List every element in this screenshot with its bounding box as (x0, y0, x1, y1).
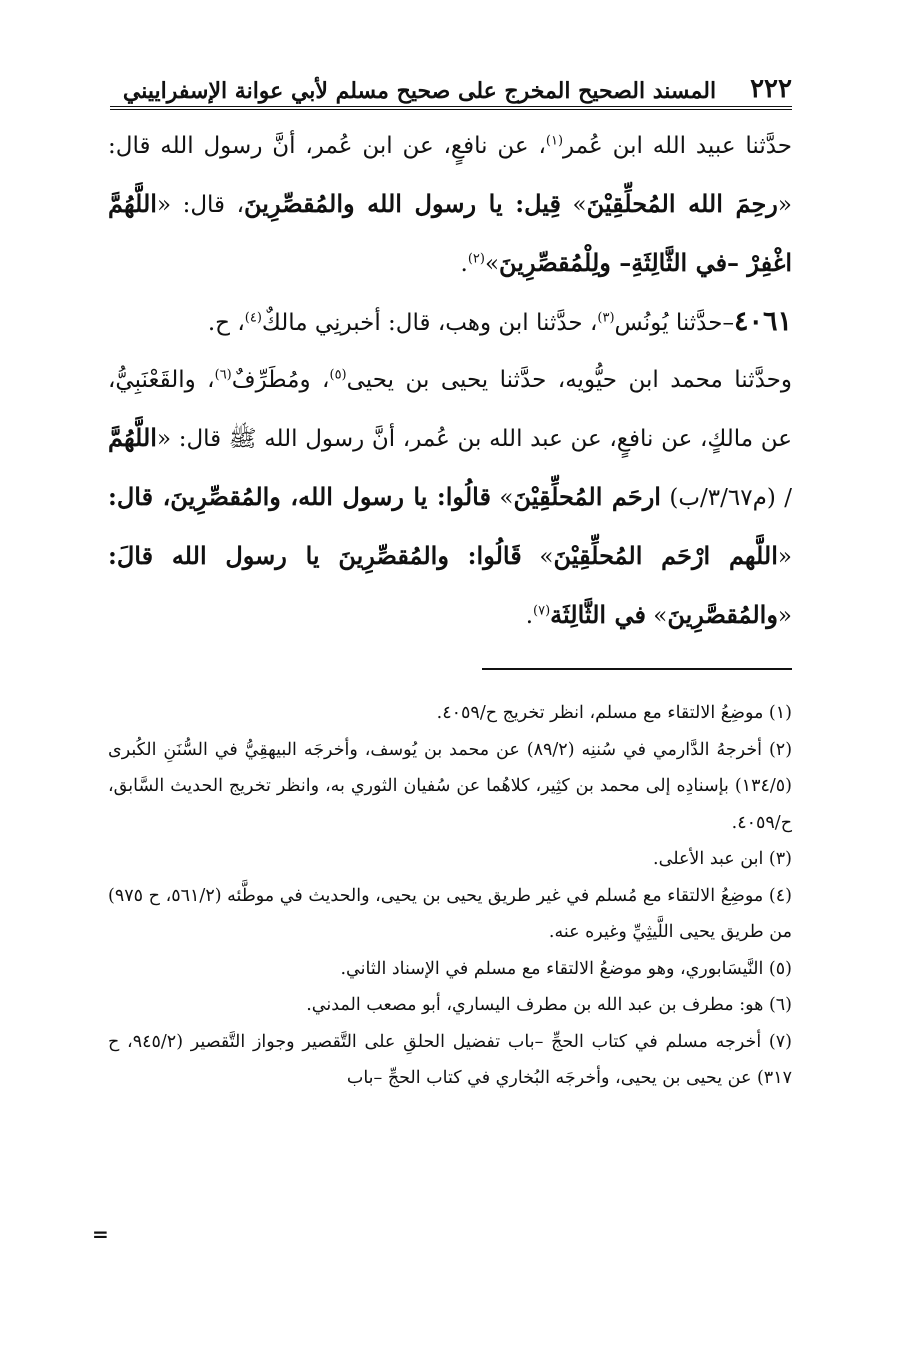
footnote-3: (٣) ابن عبد الأعلى. (653, 849, 792, 869)
bold-text: في الثَّالِثَة (550, 600, 646, 629)
text-run: ، والقَعْنَبِيُّ، عن مالكٍ، عن نافعٍ، عن عبد الله بن عُمر، أنَّ رسول الله ﷺ قال: « (108, 367, 792, 452)
bold-text: اللَّهم ارْحَم المُحلِّقِيْنَ (553, 541, 778, 570)
footnote-2: (٢) أخرجهُ الدَّارمي في سُننِه (٨٩/٢) عن محمد بن يُوسف، وأخرجَه البيهقِيُّ في السُّنَنِ الكُبرى (١٣٤/٥) بإسنادِه إلى محمد بن كثِير، كلاهُما عن سُفيان الثوري به، وانظر تخريج الحديث السَّابق، ح/٤٠٥٩. (108, 739, 793, 833)
footnote-5: (٥) النَّيسَابوري، وهو موضعُ الالتقاء مع مسلم في الإسناد الثاني. (340, 958, 792, 979)
text-run: » (521, 544, 554, 570)
text-run: ، عن نافعٍ، عن ابن عُمر، أنَّ رسول الله قال: « (108, 133, 792, 218)
paragraph-3 (108, 352, 792, 645)
footnote-7: (٧) أخرجه مسلم في كتاب الحجِّ –باب تفضيل الحلقِ على التَّقصير وجواز التَّقصير (٩٤٥/٢، ح ٣١٧) عن يحيى بن يحيى، وأخرجَه البُخاري في كتاب الحجِّ –باب (108, 1031, 792, 1088)
footnote-ref: (٣) (597, 310, 615, 326)
footnote-ref: (٥) (329, 367, 347, 383)
text-run: » (490, 485, 514, 511)
bold-text: رحِمَ الله المُحلِّقِيْنَ (586, 189, 778, 218)
footnote-4: (٤) موضِعُ الالتقاء مع مُسلم في غير طريق يحيى بن يحيى، والحديث في موطَّئه (٥٦١/٢، ح ٩٧٥) من طريق يحيى اللَّيثِيِّ وغيره عنه. (108, 885, 792, 942)
text-run: « (777, 544, 792, 570)
page-number: ٢٢٢ (750, 74, 792, 104)
text-run: . (460, 251, 468, 277)
running-title: المسند الصحيح المخرج على صحيح مسلم لأبي عوانة الإسفراييني (122, 78, 717, 104)
bold-text: اللَّهُمَّ (108, 423, 157, 452)
text-run: » (484, 251, 500, 277)
manuscript-ref: / (م٣/٦٧/ب) (660, 485, 792, 511)
main-text (108, 118, 792, 645)
footnote-1: (١) موضِعُ الالتقاء مع مسلم، انظر تخريج ح/٤٠٥٩. (436, 703, 792, 723)
bold-text: قالُوا: يا رسول الله، والمُقصِّرِينَ، قال: (108, 482, 491, 511)
text-run: ، ح. (207, 310, 245, 336)
text-run: ، قال: « (156, 192, 244, 218)
text-run: وحدَّثنا محمد ابن حيُّويه، حدَّثنا يحيى بن يحيى (346, 367, 792, 393)
bold-text: والمُقصَّرِينَ (667, 600, 778, 629)
text-run: ، ومُطَرِّفٌ (231, 367, 330, 393)
bold-text: قِيل: يا رسول الله والمُقصِّرِينَ (244, 189, 561, 218)
paragraph-2 (108, 293, 792, 352)
page-header (110, 66, 792, 110)
footnote-ref: (١) (545, 133, 564, 149)
text-run: . (525, 603, 533, 629)
bold-text: اللَّهُمَّ اغْفِرْ –في الثَّالِثَةِ– ولِلْمُقصِّرِينَ (108, 189, 792, 277)
text-run: حدَّثنا عبيد الله ابن عُمر (563, 133, 793, 159)
text-run: « (777, 603, 792, 629)
text-run: –حدَّثنا يُونُس (614, 310, 734, 336)
text-run: » (645, 603, 668, 629)
text-run: ، حدَّثنا ابن وهب، قال: أخبرنِي مالكٌ (261, 310, 598, 336)
footnote-ref: (٦) (214, 367, 232, 383)
footnotes (108, 695, 792, 1097)
footnote-separator (482, 668, 792, 670)
footnote-ref: (٧) (533, 603, 551, 619)
footnote-6: (٦) هو: مطرف بن عبد الله بن مطرف اليساري، أبو مصعب المدني. (306, 995, 792, 1015)
footnote-ref: (٤) (244, 310, 262, 326)
paragraph-1 (108, 118, 792, 293)
hadith-number: ٤٠٦١ (733, 306, 792, 337)
continuation-mark: = (92, 1222, 109, 1246)
bold-text: ارحَم المُحلِّقِيْنَ (513, 482, 661, 511)
text-run: » (560, 192, 587, 218)
bold-text: قَالُوا: والمُقصِّرِينَ يا رسول الله قالَ: (108, 541, 522, 570)
footnote-ref: (٢) (467, 251, 485, 267)
